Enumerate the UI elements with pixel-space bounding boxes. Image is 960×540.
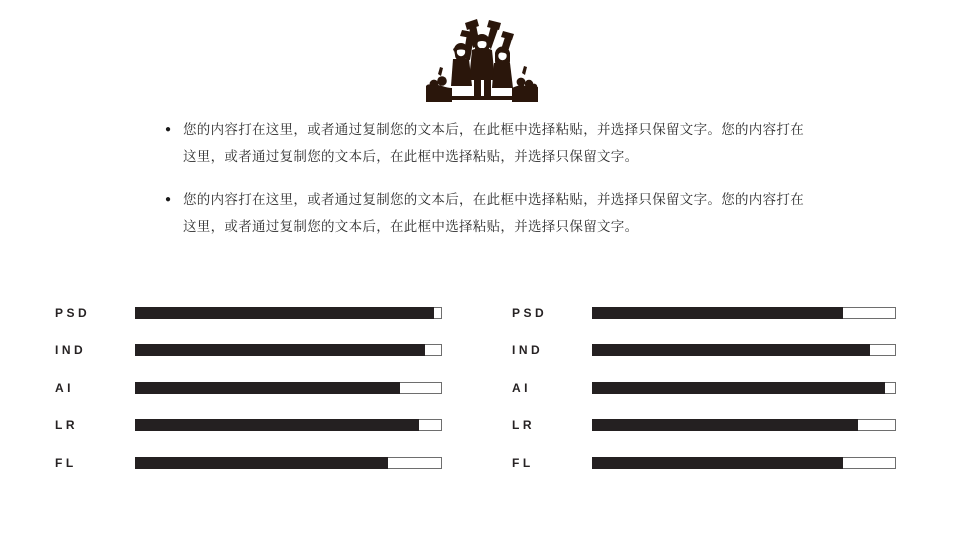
bar-row — [55, 407, 442, 445]
bullet-list — [165, 116, 813, 256]
bar-row — [512, 444, 896, 482]
bar-label: AI — [512, 380, 531, 395]
bar-track — [135, 307, 442, 319]
bar-row — [512, 332, 896, 370]
bar-track — [135, 419, 442, 431]
bar-row — [512, 294, 896, 332]
bullet-icon: ● — [165, 124, 172, 135]
bar-label: LR — [55, 418, 78, 433]
bar-fill — [135, 419, 419, 431]
bar-row — [55, 332, 442, 370]
bullet-item — [165, 116, 813, 170]
bar-fill — [592, 382, 885, 394]
bar-track — [135, 457, 442, 469]
bar-track — [135, 382, 442, 394]
bar-track — [592, 457, 896, 469]
bar-row — [55, 444, 442, 482]
bar-label: PSD — [55, 305, 91, 320]
bar-track — [592, 344, 896, 356]
skill-charts — [55, 294, 896, 482]
bar-fill — [135, 382, 400, 394]
bar-row — [55, 294, 442, 332]
skill-chart-left — [55, 294, 442, 482]
bar-track — [592, 419, 896, 431]
bar-label: LR — [512, 418, 535, 433]
bar-label: FL — [512, 455, 534, 470]
bullet-icon: ● — [165, 194, 172, 205]
bar-row — [512, 369, 896, 407]
bar-fill — [592, 307, 843, 319]
bar-fill — [592, 419, 858, 431]
bar-label: AI — [55, 380, 74, 395]
bullet-text: 您的内容打在这里，或者通过复制您的文本后，在此框中选择粘贴，并选择只保留文字。您的内容打在这里，或者通过复制您的文本后，在此框中选择粘贴，并选择只保留文字。 — [183, 122, 804, 164]
bar-label: IND — [55, 343, 87, 358]
bar-track — [135, 344, 442, 356]
bullet-text: 您的内容打在这里，或者通过复制您的文本后，在此框中选择粘贴，并选择只保留文字。您的内容打在这里，或者通过复制您的文本后，在此框中选择粘贴，并选择只保留文字。 — [183, 192, 804, 234]
bar-row — [55, 369, 442, 407]
bar-label: IND — [512, 343, 544, 358]
bullet-item — [165, 186, 813, 240]
bar-fill — [592, 344, 870, 356]
workers-raising-arms-icon — [426, 18, 538, 102]
bar-label: FL — [55, 455, 77, 470]
workers-illustration — [426, 18, 538, 102]
bar-row — [512, 407, 896, 445]
bar-fill — [135, 457, 388, 469]
bar-track — [592, 382, 896, 394]
bar-fill — [135, 307, 434, 319]
bar-fill — [592, 457, 843, 469]
bar-label: PSD — [512, 305, 548, 320]
skill-chart-right — [512, 294, 896, 482]
bar-track — [592, 307, 896, 319]
bar-fill — [135, 344, 425, 356]
